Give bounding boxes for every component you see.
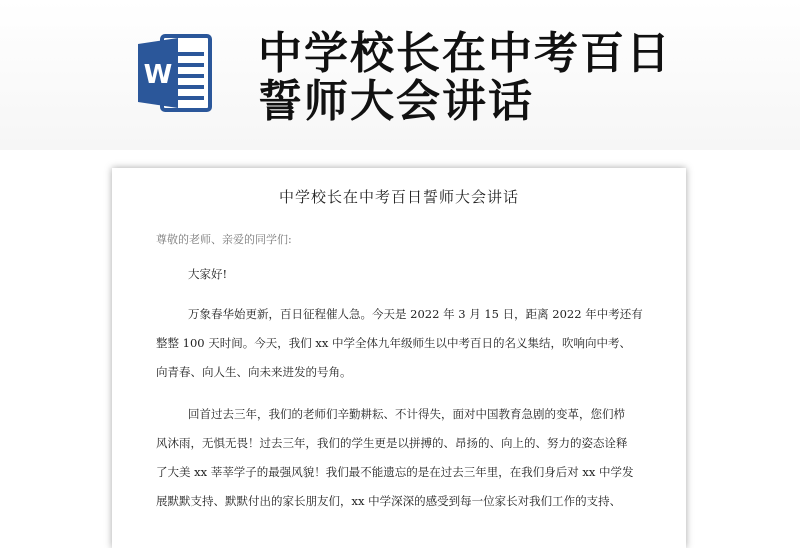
banner xyxy=(0,0,800,150)
paragraph-line: 向青春、向人生、向未来进发的号角。 xyxy=(156,365,352,379)
paragraph-line: 回首过去三年，我们的老师们辛勤耕耘、不计得失，面对中国教育急剧的变革，您们栉 xyxy=(188,407,625,421)
banner-title-line-2: 誓师大会讲话 xyxy=(258,76,534,127)
paragraph-line: 风沐雨，无惧无畏！过去三年，我们的学生更是以拼搏的、昂扬的、向上的、努力的姿态诠释 xyxy=(156,436,628,450)
paragraph-line: 了大美 xx 莘莘学子的最强风貌！我们最不能遗忘的是在过去三年里，在我们身后对 xx 中学发 xyxy=(156,465,634,479)
word-letter: W xyxy=(143,60,173,90)
document-title: 中学校长在中考百日誓师大会讲话 xyxy=(278,188,519,206)
greeting: 大家好! xyxy=(188,267,228,281)
document-page xyxy=(112,168,686,548)
greeting-paragraph xyxy=(156,260,646,289)
paragraph-line: 整整 100 天时间。今天，我们 xx 中学全体九年级师生以中考百日的名义集结，吹响向中考、 xyxy=(156,336,632,350)
paragraph-1 xyxy=(156,300,646,387)
paragraph-2 xyxy=(156,400,646,516)
paragraph-line: 展默默支持、默默付出的家长朋友们，xx 中学深深的感受到每一位家长对我们工作的支持、 xyxy=(156,494,622,508)
banner-title-line-1: 中学校长在中考百日 xyxy=(258,28,672,79)
word-document-icon xyxy=(136,32,214,114)
banner-title xyxy=(258,30,778,126)
salutation: 尊敬的老师、亲爱的同学们: xyxy=(156,233,292,246)
paragraph-line: 万象春华始更新，百日征程催人急。今天是 2022 年 3 月 15 日，距离 2022 年中考还有 xyxy=(188,307,643,321)
